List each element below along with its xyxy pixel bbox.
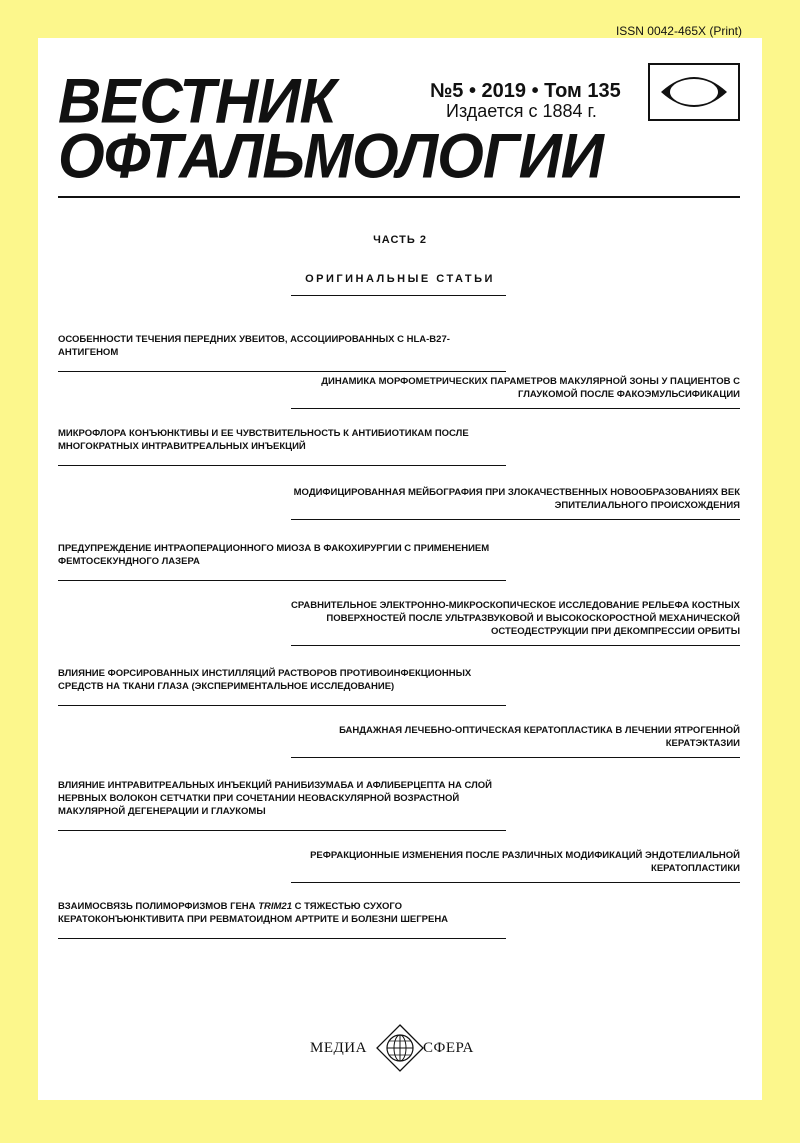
article-title: ПРЕДУПРЕЖДЕНИЕ ИНТРАОПЕРАЦИОННОГО МИОЗА В ФАКОХИРУРГИИ С ПРИМЕНЕНИЕМ ФЕМТОСЕКУНДНОГО ЛАЗЕРА: [58, 542, 506, 581]
section-heading: ОРИГИНАЛЬНЫЕ СТАТЬИ: [305, 273, 495, 285]
journal-title-line2: ОФТАЛЬМОЛОГИИ: [58, 121, 603, 192]
eye-icon: [658, 70, 730, 114]
issue-info: №5 • 2019 • Том 135: [430, 80, 621, 102]
article-title: БАНДАЖНАЯ ЛЕЧЕБНО-ОПТИЧЕСКАЯ КЕРАТОПЛАСТИКА В ЛЕЧЕНИИ ЯТРОГЕННОЙ КЕРАТЭКТАЗИИ: [291, 724, 740, 758]
article-title: ДИНАМИКА МОРФОМЕТРИЧЕСКИХ ПАРАМЕТРОВ МАКУЛЯРНОЙ ЗОНЫ У ПАЦИЕНТОВ С ГЛАУКОМОЙ ПОСЛЕ ФАКОЭМУЛЬСИФИКАЦИИ: [291, 375, 740, 409]
article-title: [58, 900, 506, 939]
article-title: РЕФРАКЦИОННЫЕ ИЗМЕНЕНИЯ ПОСЛЕ РАЗЛИЧНЫХ МОДИФИКАЦИЙ ЭНДОТЕЛИАЛЬНОЙ КЕРАТОПЛАСТИКИ: [291, 849, 740, 883]
header-divider: [58, 196, 740, 198]
publisher-logo: [310, 1023, 490, 1073]
globe-icon: [375, 1023, 425, 1073]
article-title: ВЛИЯНИЕ ИНТРАВИТРЕАЛЬНЫХ ИНЪЕКЦИЙ РАНИБИЗУМАБА И АФЛИБЕРЦЕПТА НА СЛОЙ НЕРВНЫХ ВОЛОКОН СЕТЧАТКИ ПРИ СОЧЕТАНИИ НЕОВАСКУЛЯРНОЙ ВОЗРАСТНОЙ МАКУЛЯРНОЙ ДЕГЕНЕРАЦИИ И ГЛАУКОМЫ: [58, 779, 506, 831]
article-title: МОДИФИЦИРОВАННАЯ МЕЙБОГРАФИЯ ПРИ ЗЛОКАЧЕСТВЕННЫХ НОВООБРАЗОВАНИЯХ ВЕК ЭПИТЕЛИАЛЬНОГО ПРОИСХОЖДЕНИЯ: [291, 486, 740, 520]
article-title: ОСОБЕННОСТИ ТЕЧЕНИЯ ПЕРЕДНИХ УВЕИТОВ, АССОЦИИРОВАННЫХ С HLA-B27-АНТИГЕНОМ: [58, 333, 506, 372]
journal-title-line1: ВЕСТНИК: [58, 66, 336, 137]
publisher-name-left: МЕДИА: [310, 1040, 367, 1056]
gene-name: TRIM21: [258, 901, 292, 912]
part-label: ЧАСТЬ 2: [373, 234, 427, 246]
article-title: СРАВНИТЕЛЬНОЕ ЭЛЕКТРОННО-МИКРОСКОПИЧЕСКОЕ ИССЛЕДОВАНИЕ РЕЛЬЕФА КОСТНЫХ ПОВЕРХНОСТЕЙ ПОСЛЕ УЛЬТРАЗВУКОВОЙ И ВЫСОКОСКОРОСТНОЙ МЕХАНИЧЕСКОЙ ОСТЕОДЕСТРУКЦИИ ПРИ ДЕКОМПРЕССИИ ОРБИТЫ: [291, 599, 740, 646]
eye-logo: [648, 63, 740, 121]
article-title: МИКРОФЛОРА КОНЪЮНКТИВЫ И ЕЕ ЧУВСТВИТЕЛЬНОСТЬ К АНТИБИОТИКАМ ПОСЛЕ МНОГОКРАТНЫХ ИНТРАВИТРЕАЛЬНЫХ ИНЪЕКЦИЙ: [58, 427, 506, 466]
article-title-part: С ТЯЖЕСТЬЮ СУХОГО КЕРАТОКОНЪЮНКТИВИТА ПРИ РЕВМАТОИДНОМ АРТРИТЕ И БОЛЕЗНИ ШЕГРЕНА: [58, 901, 449, 925]
article-title: ВЛИЯНИЕ ФОРСИРОВАННЫХ ИНСТИЛЛЯЦИЙ РАСТВОРОВ ПРОТИВОИНФЕКЦИОННЫХ СРЕДСТВ НА ТКАНИ ГЛАЗА (ЭКСПЕРИМЕНТАЛЬНОЕ ИССЛЕДОВАНИЕ): [58, 667, 506, 706]
issn-print: ISSN 0042-465X (Print): [615, 24, 742, 38]
cover-page: [38, 38, 762, 1100]
article-title-part: ВЗАИМОСВЯЗЬ ПОЛИМОРФИЗМОВ ГЕНА: [58, 901, 259, 912]
publisher-name-right: СФЕРА: [423, 1040, 474, 1056]
published-since: Издается с 1884 г.: [446, 101, 597, 121]
section-divider: [291, 295, 506, 296]
